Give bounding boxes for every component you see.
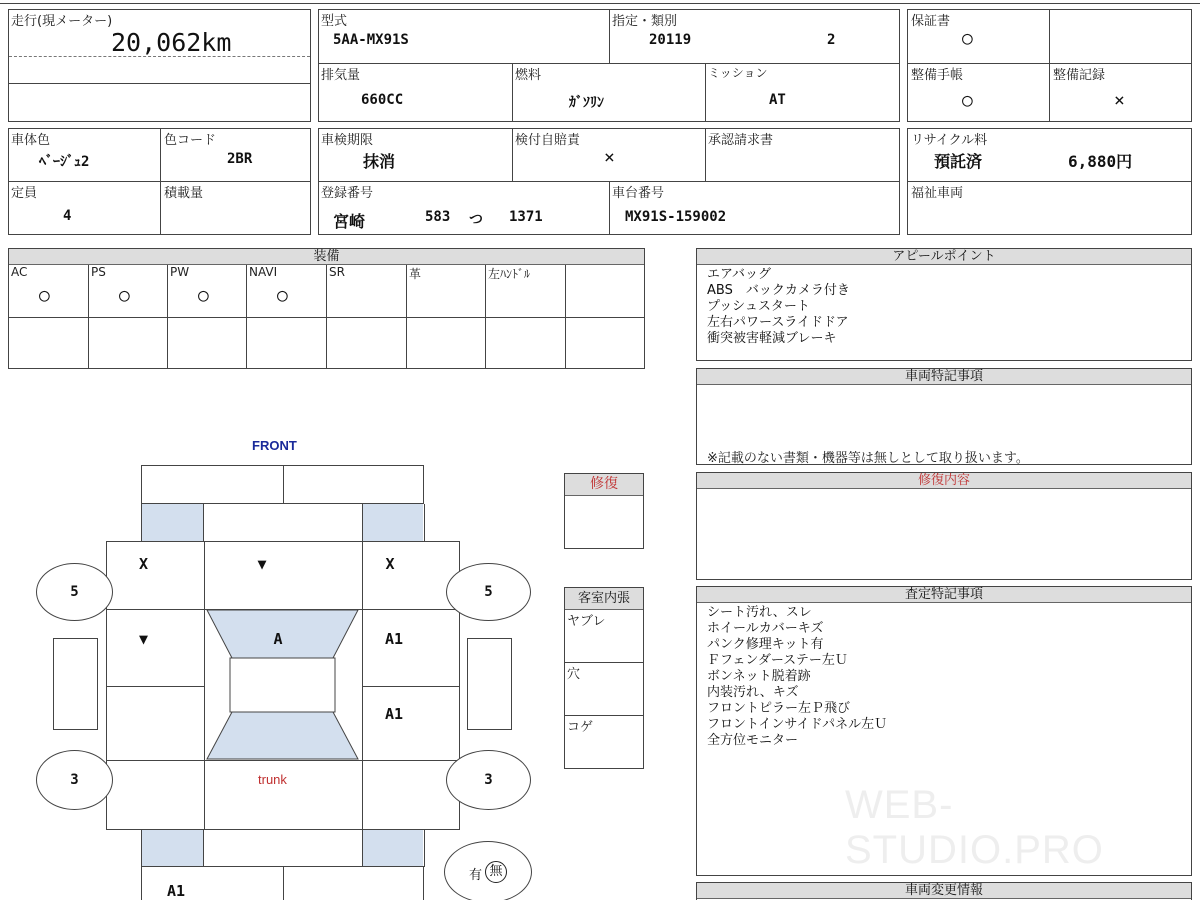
front-bumper <box>141 465 424 504</box>
capacity-value: 4 <box>63 208 72 224</box>
mark-right-door-front: A1 <box>384 630 404 648</box>
assessment-line: パンク修理キット有 <box>707 637 824 652</box>
mileage-box <box>8 9 311 122</box>
color-code-value: 2BR <box>227 151 253 167</box>
equip-mark-ac: ○ <box>39 285 50 306</box>
change-info-title: 車両変更情報 <box>697 883 1191 899</box>
warranty-label: 保証書 <box>911 14 951 29</box>
spare-no: 無 <box>485 861 507 883</box>
top-strip <box>0 0 1200 4</box>
mark-roof: A <box>273 630 283 648</box>
recycle-value: 6,880円 <box>1068 152 1133 171</box>
mark-rear: A1 <box>166 882 186 900</box>
appeal-line: 左右パワースライドドア <box>707 315 849 330</box>
interior-item: コゲ <box>567 720 594 735</box>
assessment-line: フロントピラー左Ｐ飛び <box>707 701 851 716</box>
front-label: FRONT <box>252 438 297 453</box>
mileage-value: 20,062km <box>111 28 232 57</box>
load-label: 積載量 <box>164 186 204 201</box>
assessment-line: ホイールカバーキズ <box>707 621 824 636</box>
interior-item: 穴 <box>567 667 581 682</box>
appeal-line: プッシュスタート <box>707 299 810 314</box>
spare-yes: 有 <box>469 868 483 883</box>
model-value: 5AA-MX91S <box>333 32 409 48</box>
warranty-box <box>907 9 1192 122</box>
interior-box <box>564 587 644 769</box>
special-panel <box>696 368 1192 465</box>
fuel-value: ｶﾞｿﾘﾝ <box>569 95 604 111</box>
equip-label-pw: PW <box>170 265 190 279</box>
assessment-line: ボンネット脱着跡 <box>707 669 811 684</box>
tire-rear-left: 3 <box>36 750 113 810</box>
welfare-label: 福祉車両 <box>911 186 964 201</box>
assessment-line: Ｆフェンダーステー左Ｕ <box>707 653 848 668</box>
inspection-box <box>318 128 900 235</box>
watermark: WEB-STUDIO.PRO <box>845 783 1104 872</box>
reg-area: 宮崎 <box>333 212 366 231</box>
assessment-panel <box>696 586 1192 876</box>
interior-item: ヤブレ <box>567 614 606 629</box>
appeal-panel <box>696 248 1192 361</box>
interior-title: 客室内張 <box>565 588 643 610</box>
assessment-line: シート汚れ、スレ <box>707 605 812 620</box>
mark-right-door-rear: A1 <box>384 705 404 723</box>
designation-value: 20119 <box>649 32 692 48</box>
spare-tire-indicator <box>444 841 532 900</box>
color-code-label: 色コード <box>164 133 217 148</box>
approval-label: 承認請求書 <box>708 133 774 148</box>
special-note: ※記載のない書類・機器等は無しとして取り扱います。 <box>707 451 1029 466</box>
equip-mark-ps: ○ <box>119 285 130 306</box>
class-value: 2 <box>827 32 836 48</box>
displacement-value: 660CC <box>361 92 404 108</box>
tire-front-right: 5 <box>446 563 531 621</box>
equip-mark-pw: ○ <box>198 285 209 306</box>
insurance-value: × <box>604 147 615 168</box>
chassis-value: MX91S-159002 <box>625 209 727 225</box>
equip-label-sr: SR <box>329 265 345 279</box>
appeal-line: 衝突被害軽減ブレーキ <box>707 331 837 346</box>
displacement-label: 排気量 <box>321 68 361 83</box>
appeal-line: エアバッグ <box>707 267 771 282</box>
inspection-value: 抹消 <box>363 152 396 171</box>
assessment-line: 全方位モニター <box>707 733 799 748</box>
appeal-title: アピールポイント <box>697 249 1191 265</box>
equip-label-lhd: 左ﾊﾝﾄﾞﾙ <box>488 267 531 281</box>
mileage-label: 走行(現メーター) <box>11 14 113 29</box>
recycle-box <box>907 128 1192 235</box>
designation-label: 指定・類別 <box>612 14 678 29</box>
color-value: ﾍﾞｰｼﾞｭ2 <box>39 154 90 170</box>
transmission-label: ミッション <box>708 66 768 80</box>
color-label: 車体色 <box>11 133 51 148</box>
repair-content-panel <box>696 472 1192 580</box>
fuel-label: 燃料 <box>515 68 542 83</box>
equip-label-leather: 革 <box>409 267 422 281</box>
mark-hood: ▼ <box>257 555 267 573</box>
mark-front-right: X <box>385 555 395 573</box>
assessment-title: 査定特記事項 <box>697 587 1191 603</box>
assessment-line: フロントインサイドパネル左Ｕ <box>707 717 888 732</box>
trunk-label: trunk <box>258 772 287 787</box>
special-title: 車両特記事項 <box>697 369 1191 385</box>
color-box <box>8 128 311 235</box>
left-mirror <box>53 638 98 730</box>
right-mirror <box>467 638 512 730</box>
inspection-label: 車検期限 <box>321 133 374 148</box>
reg-label: 登録番号 <box>321 186 374 201</box>
change-info-panel <box>696 882 1192 900</box>
maint-book-label: 整備手帳 <box>911 68 964 83</box>
equip-label-navi: NAVI <box>249 265 278 279</box>
capacity-label: 定員 <box>11 186 38 201</box>
maint-book-value: ○ <box>962 90 973 111</box>
equip-label-ps: PS <box>91 265 106 279</box>
equip-label-ac: AC <box>11 265 28 279</box>
model-label: 型式 <box>321 14 348 29</box>
repair-content-title: 修復内容 <box>697 473 1191 489</box>
insurance-label: 検付自賠責 <box>515 133 581 148</box>
repair-box <box>564 473 644 549</box>
tire-rear-right: 3 <box>446 750 531 810</box>
recycle-label: リサイクル料 <box>911 133 988 148</box>
appeal-line: ABS バックカメラ付き <box>707 283 850 298</box>
reg-class: 583 <box>425 209 451 225</box>
repair-box-title: 修復 <box>565 474 643 496</box>
equipment-title: 装備 <box>9 249 644 265</box>
tire-front-left: 5 <box>36 563 113 621</box>
reg-number: 1371 <box>509 209 543 225</box>
assessment-line: 内装汚れ、キズ <box>707 685 799 700</box>
chassis-label: 車台番号 <box>612 186 665 201</box>
reg-kana: つ <box>469 212 483 228</box>
model-box <box>318 9 900 122</box>
equip-mark-navi: ○ <box>277 285 288 306</box>
equipment-table <box>8 248 645 369</box>
transmission-value: AT <box>769 92 786 108</box>
mark-front-left: X <box>138 555 149 573</box>
warranty-value: ○ <box>962 28 973 49</box>
mark-left-door: ▼ <box>138 630 149 648</box>
maint-record-value: × <box>1114 90 1125 111</box>
recycle-status: 預託済 <box>934 152 983 171</box>
maint-record-label: 整備記録 <box>1053 68 1106 83</box>
